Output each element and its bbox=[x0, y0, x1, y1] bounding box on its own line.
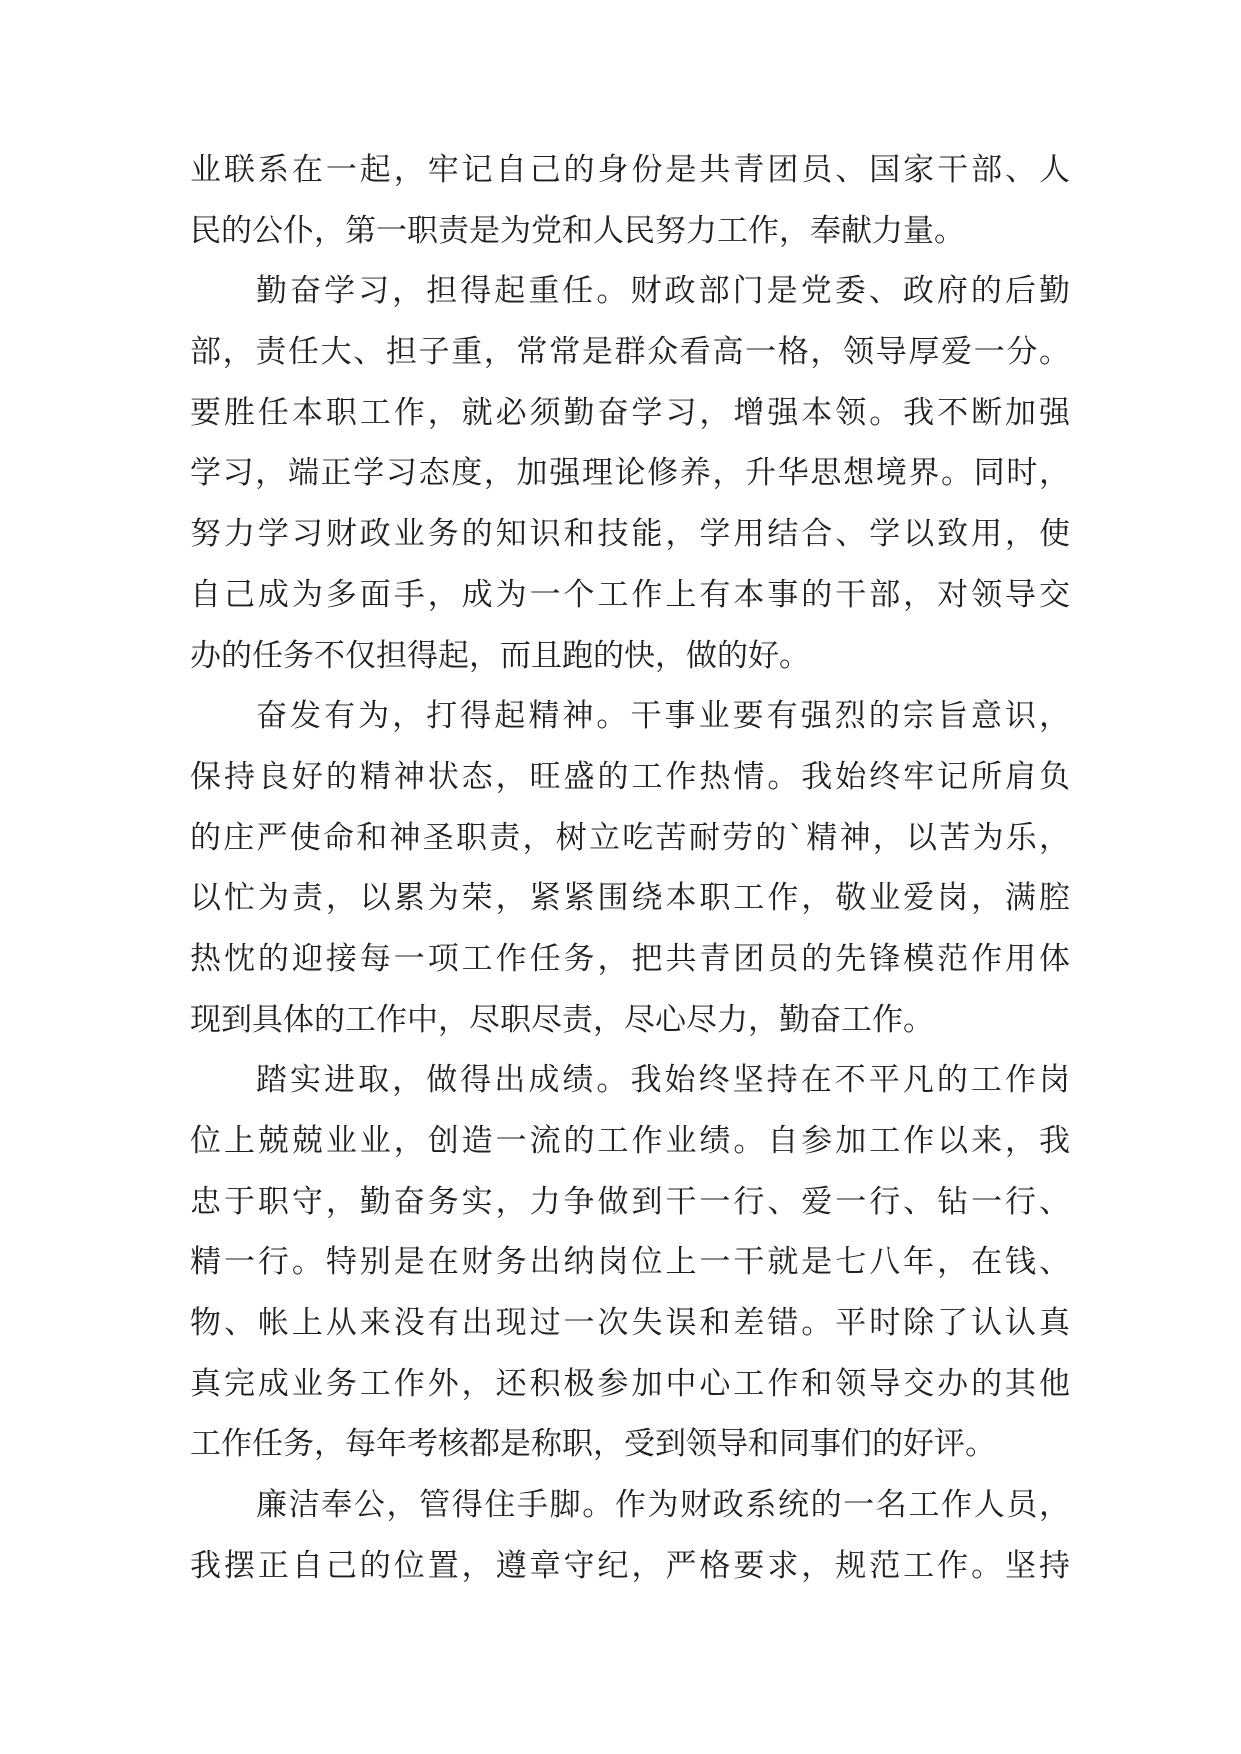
paragraph-start-line: 奋发有为，打得起精神。干事业要有强烈的宗旨意识， bbox=[256, 698, 1070, 735]
text-line: 位上兢兢业业，创造一流的工作业绩。自参加工作以来，我 bbox=[190, 1123, 1070, 1159]
text-line: 工作任务，每年考核都是称职，受到领导和同事们的好评。 bbox=[190, 1426, 996, 1463]
text-line: 我摆正自己的位置，遵章守纪，严格要求，规范工作。坚持 bbox=[190, 1547, 1070, 1584]
text-line: 努力学习财政业务的知识和技能，学用结合、学以致用，使 bbox=[190, 516, 1070, 553]
text-line: 精一行。特别是在财务出纳岗位上一干就是七八年，在钱、 bbox=[190, 1244, 1070, 1281]
body-text bbox=[190, 140, 1070, 1597]
text-line: 部，责任大、担子重，常常是群众看高一格，领导厚爱一分。 bbox=[190, 334, 1070, 371]
text-line: 保持良好的精神状态，旺盛的工作热情。我始终牢记所肩负 bbox=[190, 758, 1070, 795]
text-line: 物、帐上从来没有出现过一次失误和差错。平时除了认认真 bbox=[190, 1305, 1070, 1342]
text-line: 真完成业务工作外，还积极参加中心工作和领导交办的其他 bbox=[190, 1365, 1070, 1402]
text-line: 办的任务不仅担得起，而且跑的快，做的好。 bbox=[190, 637, 810, 674]
paragraph-start-line: 廉洁奉公，管得住手脚。作为财政系统的一名工作人员， bbox=[256, 1487, 1070, 1524]
paragraph-start-line: 勤奋学习，担得起重任。财政部门是党委、政府的后勤 bbox=[256, 273, 1070, 310]
text-line: 现到具体的工作中，尽职尽责，尽心尽力，勤奋工作。 bbox=[190, 1001, 934, 1038]
text-line: 要胜任本职工作，就必须勤奋学习，增强本领。我不断加强 bbox=[190, 394, 1070, 431]
text-line: 热忱的迎接每一项工作任务，把共青团员的先锋模范作用体 bbox=[190, 940, 1070, 977]
text-line: 自己成为多面手，成为一个工作上有本事的干部，对领导交 bbox=[190, 576, 1070, 613]
text-line: 业联系在一起，牢记自己的身份是共青团员、国家干部、人 bbox=[190, 152, 1070, 188]
paragraph-start-line: 踏实进取，做得出成绩。我始终坚持在不平凡的工作岗 bbox=[256, 1062, 1070, 1099]
text-line: 民的公仆，第一职责是为党和人民努力工作，奉献力量。 bbox=[190, 212, 965, 249]
text-line: 的庄严使命和神圣职责，树立吃苦耐劳的`精神，以苦为乐， bbox=[190, 819, 1070, 856]
text-line: 以忙为责，以累为荣，紧紧围绕本职工作，敬业爱岗，满腔 bbox=[190, 880, 1070, 917]
text-line: 忠于职守，勤奋务实，力争做到干一行、爱一行、钻一行、 bbox=[190, 1183, 1070, 1220]
text-line: 学习，端正学习态度，加强理论修养，升华思想境界。同时， bbox=[190, 455, 1070, 492]
